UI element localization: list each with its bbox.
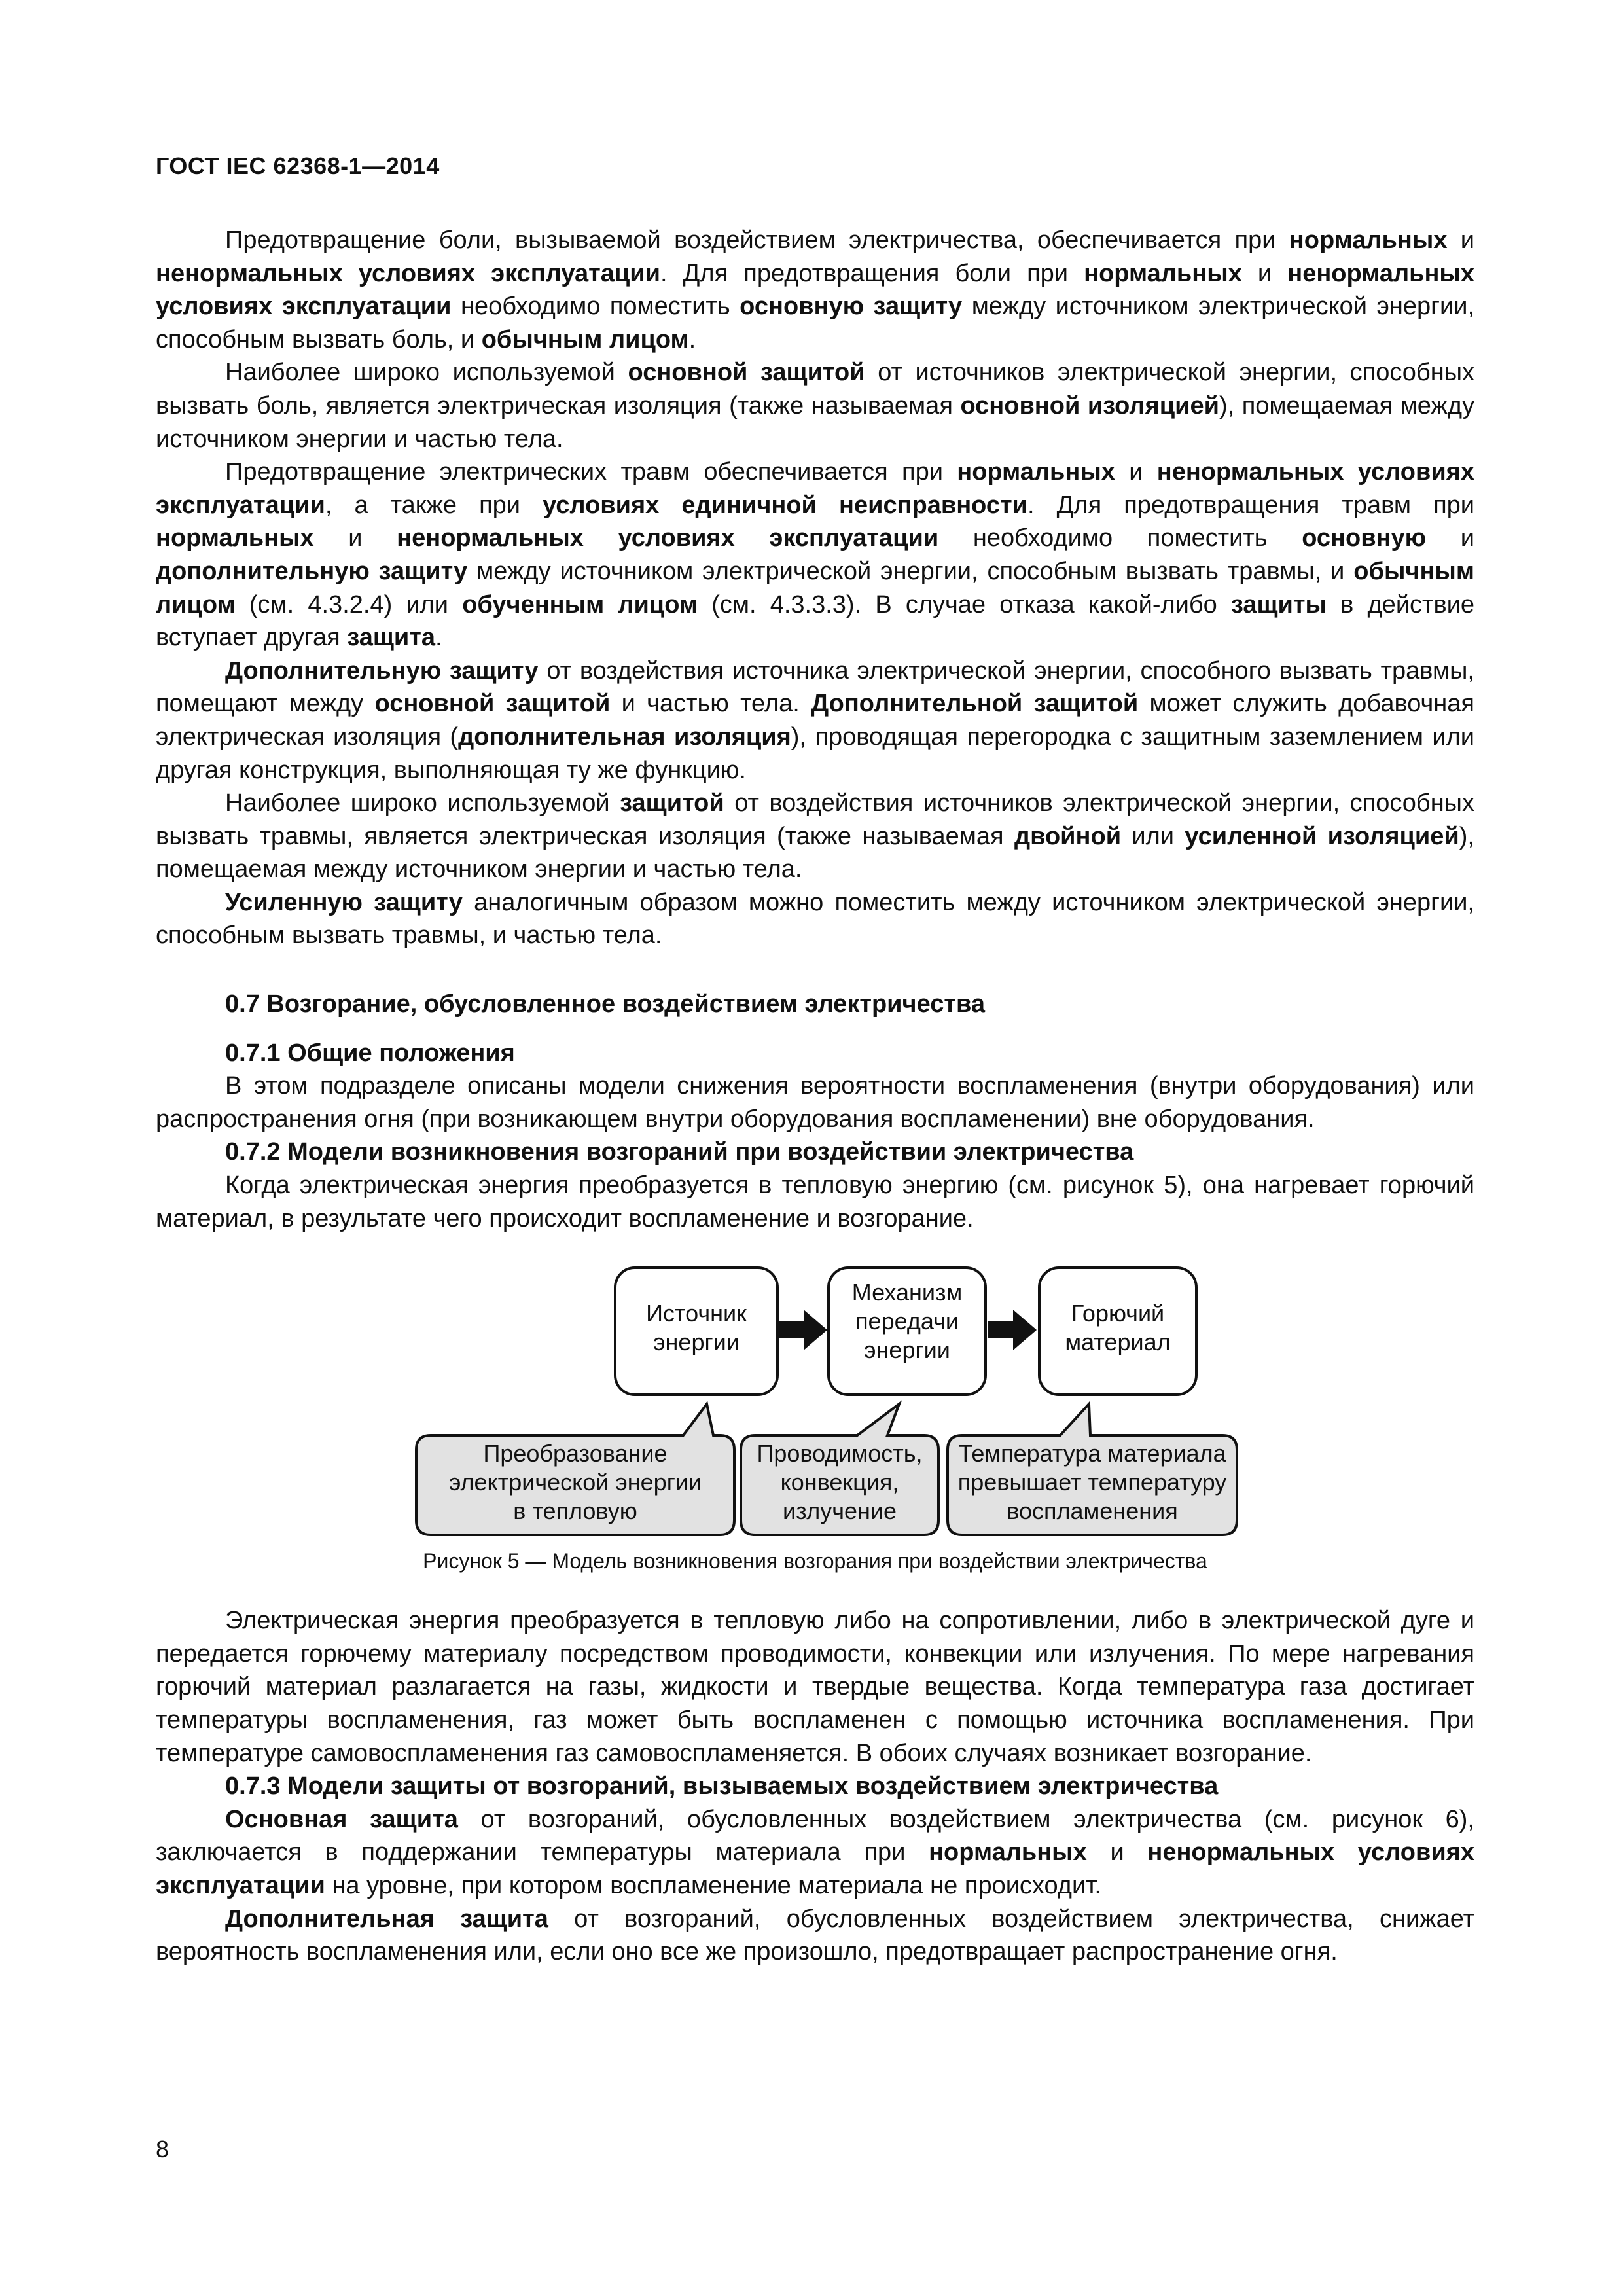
arrow-right-icon — [988, 1310, 1037, 1350]
paragraph: Основная защита от возгораний, обусловленных воздействием электричества (см. рисунок 6), заключается в поддержании температуры материала при нормальных и ненормальных условиях эксплуатации на уровне, при котором воспламенение материала не происходит. — [156, 1805, 1475, 1899]
term: основной защитой — [628, 359, 865, 387]
callout-label: воспламенения — [1007, 1498, 1178, 1525]
term: условиях единичной неисправности — [543, 491, 1028, 519]
callout-label: превышает температуру — [957, 1469, 1227, 1496]
callout-label: конвекция, — [780, 1469, 899, 1496]
paragraph: Наиболее широко используемой основной защитой от источников электрической энергии, способных вызвать боль, является электрическая изоляция (также называемая основной изоляцией), помещаемая между источником энергии и частью тела. — [156, 359, 1475, 453]
term: обычным лицом — [481, 325, 689, 353]
figure-caption: Рисунок 5 — Модель возникновения возгорания при воздействии электричества — [423, 1549, 1207, 1573]
callout-label: в тепловую — [513, 1498, 637, 1525]
paragraph: Предотвращение электрических травм обеспечивается при нормальных и ненормальных условиях эксплуатации, а также при условиях единичной неисправности. Для предотвращения травм при нормальных и ненормальных условиях эксплуатации необходимо поместить основную и дополнительную защиту между источником электрической энергии, способным вызвать травмы, и обычным лицом (см. 4.3.2.4) или обученным лицом (см. 4.3.3.3). В случае отказа какой-либо защиты в действие вступает другая защита. — [156, 458, 1475, 652]
document-body — [156, 224, 1474, 1969]
term: Дополнительной защитой — [811, 690, 1139, 718]
term: дополнительную защиту — [156, 557, 468, 585]
document-header: ГОСТ IEC 62368-1—2014 — [156, 152, 440, 179]
term: ненормальных условиях эксплуатации — [156, 259, 1474, 321]
subsection-heading: 0.7.3 Модели защиты от возгораний, вызываемых воздействием электричества — [225, 1772, 1219, 1801]
term: ненормальных условиях эксплуатации — [156, 1839, 1475, 1899]
page-number: 8 — [156, 2136, 169, 2162]
paragraph: В этом подразделе описаны модели снижения вероятности воспламенения (внутри оборудования) или распространения огня (при возникающем внутри оборудования воспламенении) вне оборудования. — [156, 1072, 1474, 1133]
box-label: передачи — [855, 1308, 959, 1335]
callout-label: Преобразование — [483, 1440, 668, 1467]
paragraph: Предотвращение боли, вызываемой воздействием электричества, обеспечивается при нормальных и ненормальных условиях эксплуатации. Для предотвращения боли при нормальных и ненормальных условиях эксплуатации необходимо поместить основную защиту между источником электрической энергии, способным вызвать боль, и обычным лицом. — [156, 226, 1475, 353]
box-label: Источник — [646, 1300, 747, 1327]
term: Дополнительная защита — [225, 1905, 548, 1933]
subsection-heading: 0.7.2 Модели возникновения возгораний при воздействии электричества — [225, 1138, 1134, 1166]
subsection-heading: 0.7.1 Общие положения — [225, 1039, 515, 1067]
figure-5-diagram — [156, 1261, 1474, 1536]
section-heading: 0.7 Возгорание, обусловленное воздействием электричества — [225, 990, 985, 1018]
term: защитой — [620, 789, 724, 817]
fire-model-diagram — [156, 1261, 1474, 1536]
term: основной защитой — [374, 690, 611, 718]
term: основной изоляцией — [960, 391, 1219, 420]
paragraph: Наиболее широко используемой защитой от воздействия источников электрической энергии, способных вызвать травмы, является электрическая изоляция (также называемая двойной или усиленной изоляцией), помещаемая между источником энергии и частью тела. — [156, 789, 1474, 884]
term: основную — [1302, 524, 1427, 552]
term: Дополнительную защиту — [225, 656, 539, 685]
term: нормальных — [929, 1839, 1087, 1867]
term: усиленной изоляцией — [1185, 822, 1459, 850]
paragraph: Электрическая энергия преобразуется в тепловую либо на сопротивлении, либо в электрической дуге и передается горючему материалу посредством проводимости, конвекции или излучения. По мере нагревания горючий материал разлагается на газы, жидкости и твердые вещества. Когда температура газа достигает температуры воспламенения, газ может быть воспламенен с помощью источника воспламенения. При температуре самовоспламенения газ самовоспламеняется. В обоих случаях возникает возгорание. — [156, 1607, 1474, 1767]
term: Основная защита — [225, 1805, 458, 1833]
box-label: Горючий — [1071, 1300, 1165, 1327]
paragraph: Усиленную защиту аналогичным образом можно поместить между источником электрической энергии, способным вызвать травмы, и частью тела. — [156, 888, 1474, 950]
callout-label: излучение — [782, 1498, 897, 1525]
term: защиты — [1230, 590, 1327, 619]
term: нормальных — [156, 524, 314, 552]
term: Усиленную защиту — [225, 888, 463, 916]
term: основную защиту — [740, 293, 963, 321]
callout-label: электрической энергии — [448, 1469, 702, 1496]
callout-label: Температура материала — [958, 1440, 1226, 1467]
term: ненормальных условиях эксплуатации — [156, 458, 1475, 519]
term: дополнительная изоляция — [458, 723, 791, 751]
term: защита — [347, 624, 436, 652]
box-label: Механизм — [851, 1279, 963, 1306]
term: ненормальных условиях эксплуатации — [156, 259, 660, 287]
box-label: материал — [1065, 1329, 1171, 1356]
term: ненормальных условиях эксплуатации — [397, 524, 939, 552]
term: двойной — [1014, 822, 1122, 850]
paragraph: Когда электрическая энергия преобразуется в тепловую энергию (см. рисунок 5), она нагревает горючий материал, в результате чего происходит воспламенение и возгорание. — [156, 1172, 1474, 1232]
paragraph: Дополнительную защиту от воздействия источника электрической энергии, способного вызвать травмы, помещают между основной защитой и частью тела. Дополнительной защитой может служить добавочная электрическая изоляция (дополнительная изоляция), проводящая перегородка с защитным заземлением или другая конструкция, выполняющая ту же функцию. — [156, 656, 1475, 784]
term: нормальных — [1084, 259, 1242, 287]
box-label: энергии — [864, 1336, 950, 1364]
arrow-right-icon — [779, 1310, 827, 1350]
callout-label: Проводимость, — [757, 1440, 923, 1467]
box-label: энергии — [653, 1329, 740, 1356]
term: нормальных — [1289, 226, 1448, 254]
paragraph: Дополнительная защита от возгораний, обусловленных воздействием электричества, снижает вероятность воспламенения или, если оно все же произошло, предотвращает распространение огня. — [156, 1905, 1475, 1966]
term: обычным лицом — [156, 557, 1474, 619]
term: нормальных — [957, 458, 1115, 486]
term: обученным лицом — [462, 590, 698, 619]
